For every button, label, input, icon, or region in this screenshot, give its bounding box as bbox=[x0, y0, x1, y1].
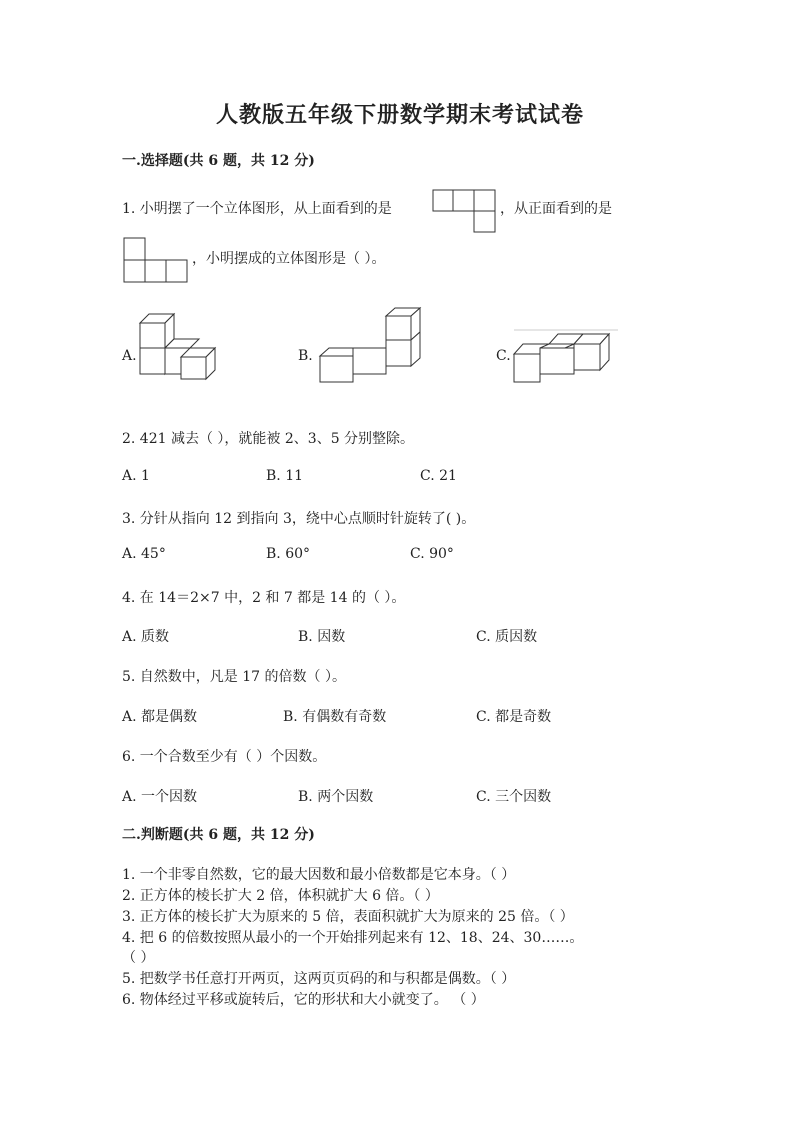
judgement-item: 2. 正方体的棱长扩大 2 倍，体积就扩大 6 倍。（ ） bbox=[122, 888, 439, 904]
judgement-item: 5. 把数学书任意打开两页，这两页页码的和与积都是偶数。（ ） bbox=[122, 971, 516, 987]
question-6-option-c: C. 三个因数 bbox=[476, 789, 552, 805]
question-1-part1: 1. 小明摆了一个立体图形，从上面看到的是 bbox=[122, 201, 392, 217]
judgement-item: 3. 正方体的棱长扩大为原来的 5 倍，表面积就扩大为原来的 25 倍。（ ） bbox=[122, 909, 574, 925]
question-1-part3: ，小明摆成的立体图形是（ ）。 bbox=[192, 251, 386, 267]
question-4-option-c: C. 质因数 bbox=[476, 629, 538, 645]
option-a-cube-figure bbox=[140, 314, 230, 380]
question-1-part2: ，从正面看到的是 bbox=[500, 201, 612, 217]
question-1-option-a-label: A. bbox=[122, 348, 137, 364]
front-view-figure bbox=[124, 238, 190, 284]
judgement-item-continuation: （ ） bbox=[122, 950, 155, 966]
question-4-text: 4. 在 14＝2×7 中，2 和 7 都是 14 的（ ）。 bbox=[122, 590, 406, 606]
question-5-option-a: A. 都是偶数 bbox=[122, 709, 198, 725]
top-view-figure bbox=[433, 190, 497, 234]
question-2-option-b: B. 11 bbox=[266, 468, 304, 484]
question-2-text: 2. 421 减去（ ），就能被 2、3、5 分别整除。 bbox=[122, 431, 415, 447]
section-heading-judgement: 二.判断题(共 6 题，共 12 分) bbox=[122, 827, 315, 843]
question-5-option-b: B. 有偶数有奇数 bbox=[283, 709, 387, 725]
section-heading-choice: 一.选择题(共 6 题，共 12 分) bbox=[122, 153, 315, 169]
question-2-option-a: A. 1 bbox=[122, 468, 150, 484]
question-5-option-c: C. 都是奇数 bbox=[476, 709, 552, 725]
question-3-text: 3. 分针从指向 12 到指向 3，绕中心点顺时针旋转了( )。 bbox=[122, 511, 476, 527]
question-3-option-c: C. 90° bbox=[410, 546, 454, 562]
option-c-cube-figure bbox=[514, 330, 620, 386]
question-6-option-a: A. 一个因数 bbox=[122, 789, 198, 805]
question-6-option-b: B. 两个因数 bbox=[298, 789, 374, 805]
page-title: 人教版五年级下册数学期末考试试卷 bbox=[215, 102, 584, 128]
question-4-option-b: B. 因数 bbox=[298, 629, 346, 645]
question-4-option-a: A. 质数 bbox=[122, 629, 170, 645]
judgement-item: 4. 把 6 的倍数按照从最小的一个开始排列起来有 12、18、24、30……。 bbox=[122, 930, 584, 946]
judgement-item: 6. 物体经过平移或旋转后，它的形状和大小就变了。 （ ） bbox=[122, 992, 485, 1008]
question-2-option-c: C. 21 bbox=[420, 468, 457, 484]
question-1-option-c-label: C. bbox=[496, 348, 511, 364]
question-6-text: 6. 一个合数至少有（ ）个因数。 bbox=[122, 749, 327, 765]
judgement-item: 1. 一个非零自然数，它的最大因数和最小倍数都是它本身。（ ） bbox=[122, 867, 516, 883]
question-3-option-b: B. 60° bbox=[266, 546, 311, 562]
option-b-cube-figure bbox=[320, 308, 424, 384]
question-1-option-b-label: B. bbox=[298, 348, 313, 364]
question-3-option-a: A. 45° bbox=[122, 546, 166, 562]
question-5-text: 5. 自然数中，凡是 17 的倍数（ ）。 bbox=[122, 669, 346, 685]
